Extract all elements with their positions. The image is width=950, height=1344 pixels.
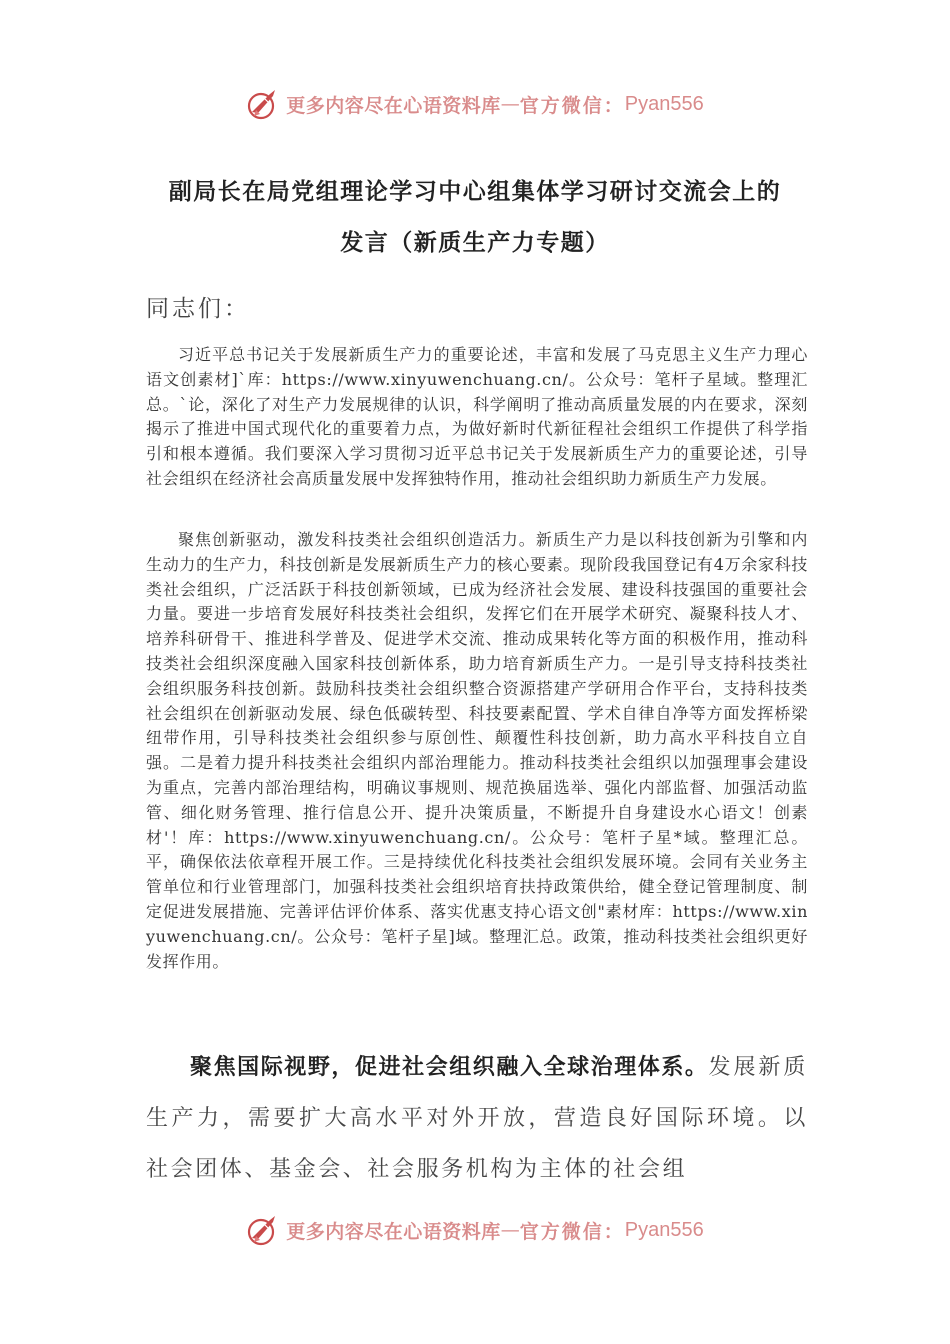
paragraph-3-lead: 聚焦国际视野，促进社会组织融入全球治理体系。 [190, 1055, 709, 1080]
paragraph-3 [146, 1042, 808, 1195]
banner-account: Pyan556 [624, 92, 704, 115]
banner-sub-text: 官方微信： [519, 1220, 625, 1243]
paragraph-3-body: 发展新质生产力，需要扩大高水平对外开放，营造良好国际环境。以社会团体、基金会、社会服务机构为主体的社会组 [146, 1055, 809, 1182]
greeting: 同志们： [146, 296, 250, 322]
banner-separator: — [500, 93, 520, 115]
banner-sub-text: 官方微信： [519, 94, 625, 117]
banner-separator: — [500, 1219, 520, 1241]
pen-circle-logo-icon [246, 86, 282, 122]
banner-main-text: 更多内容尽在心语资料库 [286, 1220, 501, 1243]
header-banner [0, 82, 950, 126]
document-title-line-2: 发言（新质生产力专题） [340, 230, 610, 256]
footer-banner [0, 1208, 950, 1252]
pen-circle-logo-icon [246, 1212, 282, 1248]
paragraph-1: 习近平总书记关于发展新质生产力的重要论述，丰富和发展了马克思主义生产力理心语文创素材]`库：https://www.xinyuwenchuang.cn/。公众号：笔杆子星域。整理汇总。`论，深化了对生产力发展规律的认识，科学阐明了推动高质量发展的内在要求，深刻揭示了推进中国式现代化的重要着力点，为做好新时代新征程社会组织工作提供了科学指引和根本遵循。我们要深入学习贯彻习近平总书记关于发展新质生产力的重要论述，引导社会组织在经济社会高质量发展中发挥独特作用，推动社会组织助力新质生产力发展。 [146, 345, 808, 488]
document-title-line-1: 副局长在局党组理论学习中心组集体学习研讨交流会上的 [168, 179, 782, 205]
banner-account: Pyan556 [624, 1218, 704, 1241]
paragraph-2: 聚焦创新驱动，激发科技类社会组织创造活力。新质生产力是以科技创新为引擎和内生动力的生产力，科技创新是发展新质生产力的核心要素。现阶段我国登记有4万余家科技类社会组织，广泛活跃于科技创新领域，已成为经济社会发展、建设科技强国的重要社会力量。要进一步培育发展好科技类社会组织，发挥它们在开展学术研究、凝聚科技人才、培养科研骨干、推进科学普及、促进学术交流、推动成果转化等方面的积极作用，推动科技类社会组织深度融入国家科技创新体系，助力培育新质生产力。一是引导支持科技类社会组织服务科技创新。鼓励科技类社会组织整合资源搭建产学研用合作平台，支持科技类社会组织在创新驱动发展、绿色低碳转型、科技要素配置、学术自律自净等方面发挥桥梁纽带作用，引导科技类社会组织参与原创性、颠覆性科技创新，助力高水平科技自立自强。二是着力提升科技类社会组织内部治理能力。推动科技类社会组织以加强理事会建设为重点，完善内部治理结构，明确议事规则、规范换届选举、强化内部监督、加强活动监管、细化财务管理、推行信息公开、提升决策质量，不断提升自身建设水心语文！创素材'！库：https://www.xinyuwenchuang.cn/。公众号：笔杆子星*域。整理汇总。平，确保依法依章程开展工作。三是持续优化科技类社会组织发展环境。会同有关业务主管单位和行业管理部门，加强科技类社会组织培育扶持政策供给，健全登记管理制度、制定促进发展措施、完善评估评价体系、落实优惠支持心语文创"素材库：https://www.xinyuwenchuang.cn/。公众号：笔杆子星]域。整理汇总。政策，推动科技类社会组织更好发挥作用。 [146, 530, 808, 971]
banner-main-text: 更多内容尽在心语资料库 [286, 94, 501, 117]
